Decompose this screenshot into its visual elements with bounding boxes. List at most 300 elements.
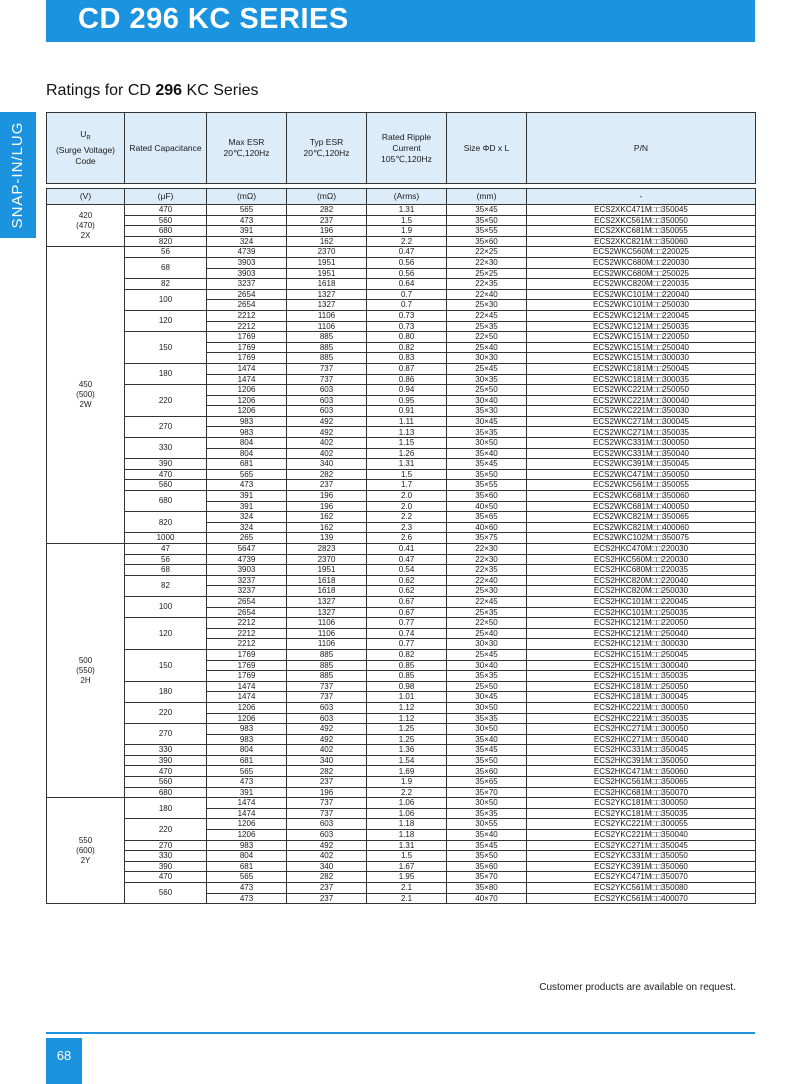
- size-cell: 30×45: [447, 416, 527, 427]
- typ-esr-cell: 162: [287, 236, 367, 247]
- ripple-cell: 1.25: [367, 724, 447, 735]
- voltage-line: (470): [76, 220, 95, 230]
- size-cell: 35×55: [447, 480, 527, 491]
- part-number-cell: ECS2WKC101M□□220040: [527, 289, 756, 300]
- capacitance-cell: 180: [125, 363, 207, 384]
- capacitance-cell: 820: [125, 512, 207, 533]
- part-number-cell: ECS2HKC181M□□300045: [527, 692, 756, 703]
- part-number-cell: ECS2WKC271M□□350035: [527, 427, 756, 438]
- max-esr-cell: 3903: [207, 565, 287, 576]
- part-number-cell: ECS2YKC471M□□350070: [527, 872, 756, 883]
- capacitance-cell: 220: [125, 702, 207, 723]
- size-cell: 30×40: [447, 395, 527, 406]
- table-row: [47, 755, 756, 766]
- unit-cell: (μF): [125, 189, 207, 205]
- ripple-cell: 1.18: [367, 830, 447, 841]
- part-number-cell: ECS2HKC820M□□250030: [527, 586, 756, 597]
- voltage-cell: [47, 205, 125, 247]
- typ-esr-cell: 603: [287, 406, 367, 417]
- part-number-cell: ECS2YKC181M□□300050: [527, 798, 756, 809]
- size-cell: 30×50: [447, 438, 527, 449]
- table-row: [47, 416, 756, 427]
- part-number-cell: ECS2WKC181M□□300035: [527, 374, 756, 385]
- max-esr-cell: 681: [207, 459, 287, 470]
- typ-esr-cell: 885: [287, 660, 367, 671]
- ripple-cell: 1.5: [367, 851, 447, 862]
- size-cell: 40×70: [447, 893, 527, 904]
- ripple-cell: 2.0: [367, 501, 447, 512]
- size-cell: 35×50: [447, 755, 527, 766]
- max-esr-cell: 391: [207, 491, 287, 502]
- typ-esr-cell: 2370: [287, 554, 367, 565]
- max-esr-cell: 1474: [207, 692, 287, 703]
- capacitance-cell: 120: [125, 618, 207, 650]
- caption-series-number: 296: [155, 82, 183, 99]
- size-cell: 35×35: [447, 671, 527, 682]
- max-esr-cell: 3903: [207, 257, 287, 268]
- size-cell: 35×50: [447, 851, 527, 862]
- capacitance-cell: 560: [125, 777, 207, 788]
- typ-esr-cell: 885: [287, 353, 367, 364]
- part-number-cell: ECS2WKC331M□□350040: [527, 448, 756, 459]
- size-cell: 40×50: [447, 501, 527, 512]
- part-number-cell: ECS2HKC561M□□350065: [527, 777, 756, 788]
- ripple-cell: 0.67: [367, 596, 447, 607]
- part-number-cell: ECS2HKC471M□□350060: [527, 766, 756, 777]
- header-size: Size ΦD x L: [447, 113, 527, 184]
- part-number-cell: ECS2WKC680M□□250025: [527, 268, 756, 279]
- capacitance-cell: 68: [125, 565, 207, 576]
- ripple-cell: 1.7: [367, 480, 447, 491]
- typ-esr-cell: 2823: [287, 544, 367, 555]
- max-esr-cell: 1206: [207, 830, 287, 841]
- table-row: [47, 459, 756, 470]
- capacitance-cell: 680: [125, 491, 207, 512]
- table-row: [47, 363, 756, 374]
- typ-esr-cell: 492: [287, 427, 367, 438]
- size-cell: 30×55: [447, 819, 527, 830]
- capacitance-cell: 120: [125, 310, 207, 331]
- header-row: [47, 113, 756, 184]
- size-cell: 25×30: [447, 586, 527, 597]
- ripple-cell: 0.74: [367, 628, 447, 639]
- table-row: [47, 787, 756, 798]
- ripple-cell: 0.73: [367, 321, 447, 332]
- typ-esr-cell: 885: [287, 332, 367, 343]
- table-row: [47, 480, 756, 491]
- size-cell: 22×35: [447, 279, 527, 290]
- table-row: [47, 883, 756, 894]
- typ-esr-cell: 1951: [287, 257, 367, 268]
- part-number-cell: ECS2WKC820M□□220035: [527, 279, 756, 290]
- typ-esr-cell: 603: [287, 395, 367, 406]
- voltage-line: 2Y: [80, 855, 91, 865]
- table-row: [47, 438, 756, 449]
- part-number-cell: ECS2HKC121M□□220050: [527, 618, 756, 629]
- table-row: [47, 554, 756, 565]
- size-cell: 35×65: [447, 777, 527, 788]
- header-pn: P/N: [527, 113, 756, 184]
- max-esr-cell: 1769: [207, 342, 287, 353]
- typ-esr-cell: 1618: [287, 586, 367, 597]
- typ-esr-cell: 737: [287, 681, 367, 692]
- capacitance-cell: 470: [125, 872, 207, 883]
- max-esr-cell: 804: [207, 745, 287, 756]
- typ-esr-cell: 402: [287, 448, 367, 459]
- part-number-cell: ECS2WKC821M□□400060: [527, 522, 756, 533]
- size-cell: 22×50: [447, 332, 527, 343]
- ripple-cell: 0.77: [367, 618, 447, 629]
- max-esr-cell: 324: [207, 512, 287, 523]
- ripple-cell: 1.18: [367, 819, 447, 830]
- part-number-cell: ECS2WKC221M□□250050: [527, 385, 756, 396]
- unit-cell: (V): [47, 189, 125, 205]
- capacitance-cell: 330: [125, 851, 207, 862]
- part-number-cell: ECS2HKC820M□□220040: [527, 575, 756, 586]
- part-number-cell: ECS2HKC151M□□350035: [527, 671, 756, 682]
- part-number-cell: ECS2YKC561M□□400070: [527, 893, 756, 904]
- typ-esr-cell: 139: [287, 533, 367, 544]
- size-cell: 35×55: [447, 226, 527, 237]
- ripple-cell: 1.31: [367, 205, 447, 216]
- max-esr-cell: 2212: [207, 628, 287, 639]
- max-esr-cell: 2212: [207, 310, 287, 321]
- voltage-line: 2X: [80, 230, 91, 240]
- voltage-cell: [47, 798, 125, 904]
- unit-cell: (mΩ): [287, 189, 367, 205]
- typ-esr-cell: 1327: [287, 300, 367, 311]
- part-number-cell: ECS2WKC561M□□350055: [527, 480, 756, 491]
- size-cell: 35×35: [447, 808, 527, 819]
- capacitance-cell: 68: [125, 257, 207, 278]
- size-cell: 35×60: [447, 766, 527, 777]
- part-number-cell: ECS2HKC221M□□300050: [527, 702, 756, 713]
- ripple-cell: 1.95: [367, 872, 447, 883]
- size-cell: 22×50: [447, 618, 527, 629]
- typ-esr-cell: 492: [287, 734, 367, 745]
- size-cell: 35×40: [447, 448, 527, 459]
- part-number-cell: ECS2WKC102M□□350075: [527, 533, 756, 544]
- capacitance-cell: 100: [125, 289, 207, 310]
- max-esr-cell: 1206: [207, 819, 287, 830]
- capacitance-cell: 680: [125, 787, 207, 798]
- size-cell: 40×60: [447, 522, 527, 533]
- page-title: CD 296 KC SERIES: [78, 3, 349, 35]
- ripple-cell: 0.87: [367, 363, 447, 374]
- table-row: [47, 777, 756, 788]
- ripple-cell: 0.47: [367, 554, 447, 565]
- size-cell: 35×45: [447, 205, 527, 216]
- capacitance-cell: 330: [125, 438, 207, 459]
- voltage-line: 420: [78, 210, 93, 220]
- size-cell: 25×35: [447, 607, 527, 618]
- max-esr-cell: 1769: [207, 649, 287, 660]
- size-cell: 35×50: [447, 215, 527, 226]
- table-row: [47, 332, 756, 343]
- ripple-cell: 0.7: [367, 289, 447, 300]
- size-cell: 22×40: [447, 289, 527, 300]
- typ-esr-cell: 1106: [287, 639, 367, 650]
- ripple-cell: 0.82: [367, 649, 447, 660]
- header-max-esr: Max ESR 20℃,120Hz: [207, 113, 287, 184]
- size-cell: 25×45: [447, 649, 527, 660]
- capacitance-cell: 470: [125, 766, 207, 777]
- max-esr-cell: 391: [207, 787, 287, 798]
- voltage-cell: [47, 544, 125, 798]
- ripple-cell: 2.2: [367, 787, 447, 798]
- capacitance-cell: 56: [125, 554, 207, 565]
- typ-esr-cell: 402: [287, 438, 367, 449]
- table-row: [47, 491, 756, 502]
- size-cell: 35×70: [447, 872, 527, 883]
- typ-esr-cell: 282: [287, 872, 367, 883]
- ripple-cell: 0.62: [367, 586, 447, 597]
- size-cell: 22×45: [447, 596, 527, 607]
- capacitance-cell: 390: [125, 861, 207, 872]
- part-number-cell: ECS2WKC471M□□350050: [527, 469, 756, 480]
- part-number-cell: ECS2WKC101M□□250030: [527, 300, 756, 311]
- max-esr-cell: 681: [207, 755, 287, 766]
- max-esr-cell: 804: [207, 438, 287, 449]
- size-cell: 30×50: [447, 724, 527, 735]
- table-row: [47, 840, 756, 851]
- typ-esr-cell: 196: [287, 787, 367, 798]
- max-esr-cell: 681: [207, 861, 287, 872]
- typ-esr-cell: 196: [287, 501, 367, 512]
- table-row: [47, 236, 756, 247]
- size-cell: 30×30: [447, 639, 527, 650]
- size-cell: 25×40: [447, 628, 527, 639]
- voltage-line: 550: [78, 835, 93, 845]
- max-esr-cell: 391: [207, 501, 287, 512]
- size-cell: 30×50: [447, 798, 527, 809]
- part-number-cell: ECS2WKC331M□□300050: [527, 438, 756, 449]
- part-number-cell: ECS2WKC680M□□220030: [527, 257, 756, 268]
- max-esr-cell: 565: [207, 766, 287, 777]
- max-esr-cell: 804: [207, 851, 287, 862]
- part-number-cell: ECS2HKC681M□□350070: [527, 787, 756, 798]
- ripple-cell: 1.06: [367, 798, 447, 809]
- voltage-line: 2H: [80, 675, 91, 685]
- table-row: [47, 215, 756, 226]
- part-number-cell: ECS2WKC221M□□350030: [527, 406, 756, 417]
- max-esr-cell: 3903: [207, 268, 287, 279]
- table-row: [47, 724, 756, 735]
- typ-esr-cell: 402: [287, 745, 367, 756]
- size-cell: 22×45: [447, 310, 527, 321]
- part-number-cell: ECS2HKC391M□□350050: [527, 755, 756, 766]
- typ-esr-cell: 340: [287, 755, 367, 766]
- typ-esr-cell: 492: [287, 416, 367, 427]
- footnote: Customer products are available on request.: [539, 982, 736, 993]
- table-row: [47, 565, 756, 576]
- typ-esr-cell: 1327: [287, 289, 367, 300]
- ripple-cell: 1.5: [367, 215, 447, 226]
- capacitance-cell: 270: [125, 416, 207, 437]
- voltage-cell: [47, 247, 125, 544]
- part-number-cell: ECS2HKC121M□□250040: [527, 628, 756, 639]
- max-esr-cell: 983: [207, 724, 287, 735]
- capacitance-cell: 680: [125, 226, 207, 237]
- typ-esr-cell: 737: [287, 692, 367, 703]
- size-cell: 25×35: [447, 321, 527, 332]
- part-number-cell: ECS2WKC821M□□350065: [527, 512, 756, 523]
- capacitance-cell: 270: [125, 840, 207, 851]
- typ-esr-cell: 162: [287, 512, 367, 523]
- size-cell: 22×30: [447, 544, 527, 555]
- max-esr-cell: 983: [207, 416, 287, 427]
- max-esr-cell: 565: [207, 872, 287, 883]
- table-row: [47, 469, 756, 480]
- voltage-line: (600): [76, 845, 95, 855]
- page-number: 68: [56, 1048, 72, 1063]
- ripple-cell: 0.82: [367, 342, 447, 353]
- part-number-cell: ECS2HKC121M□□300030: [527, 639, 756, 650]
- typ-esr-cell: 1106: [287, 321, 367, 332]
- table-row: [47, 289, 756, 300]
- ripple-cell: 0.56: [367, 257, 447, 268]
- table-row: [47, 226, 756, 237]
- max-esr-cell: 1769: [207, 332, 287, 343]
- ratings-body: [47, 205, 756, 904]
- max-esr-cell: 1474: [207, 374, 287, 385]
- part-number-cell: ECS2WKC560M□□220025: [527, 247, 756, 258]
- header-capacitance: Rated Capacitance: [125, 113, 207, 184]
- table-row: [47, 544, 756, 555]
- ripple-cell: 1.36: [367, 745, 447, 756]
- typ-esr-cell: 402: [287, 851, 367, 862]
- part-number-cell: ECS2YKC561M□□350080: [527, 883, 756, 894]
- ripple-cell: 0.62: [367, 575, 447, 586]
- size-cell: 35×40: [447, 734, 527, 745]
- header-ripple: Rated Ripple Current 105℃,120Hz: [367, 113, 447, 184]
- table-row: [47, 681, 756, 692]
- ripple-cell: 0.80: [367, 332, 447, 343]
- max-esr-cell: 1769: [207, 660, 287, 671]
- ripple-cell: 2.3: [367, 522, 447, 533]
- capacitance-cell: 47: [125, 544, 207, 555]
- typ-esr-cell: 1106: [287, 628, 367, 639]
- ripple-cell: 1.12: [367, 702, 447, 713]
- size-cell: 35×60: [447, 236, 527, 247]
- typ-esr-cell: 282: [287, 766, 367, 777]
- voltage-line: 450: [78, 380, 93, 390]
- table-row: [47, 702, 756, 713]
- size-cell: 35×70: [447, 787, 527, 798]
- voltage-line: 2W: [79, 400, 92, 410]
- ripple-cell: 2.6: [367, 533, 447, 544]
- ripple-cell: 0.73: [367, 310, 447, 321]
- size-cell: 22×35: [447, 565, 527, 576]
- max-esr-cell: 3237: [207, 279, 287, 290]
- unit-cell: (Arms): [367, 189, 447, 205]
- size-cell: 35×45: [447, 840, 527, 851]
- part-number-cell: ECS2YKC181M□□350035: [527, 808, 756, 819]
- typ-esr-cell: 196: [287, 226, 367, 237]
- page-number-box: [46, 1038, 82, 1084]
- typ-esr-cell: 885: [287, 671, 367, 682]
- capacitance-cell: 470: [125, 205, 207, 216]
- size-cell: 30×45: [447, 692, 527, 703]
- typ-esr-cell: 282: [287, 205, 367, 216]
- part-number-cell: ECS2XKC561M□□350050: [527, 215, 756, 226]
- part-number-cell: ECS2WKC121M□□220045: [527, 310, 756, 321]
- size-cell: 30×30: [447, 353, 527, 364]
- capacitance-cell: 82: [125, 575, 207, 596]
- ripple-cell: 1.15: [367, 438, 447, 449]
- ripple-cell: 1.54: [367, 755, 447, 766]
- max-esr-cell: 473: [207, 215, 287, 226]
- part-number-cell: ECS2WKC151M□□220050: [527, 332, 756, 343]
- table-row: [47, 745, 756, 756]
- ripple-cell: 2.2: [367, 512, 447, 523]
- capacitance-cell: 390: [125, 755, 207, 766]
- size-cell: 30×50: [447, 702, 527, 713]
- ripple-cell: 0.54: [367, 565, 447, 576]
- size-cell: 35×65: [447, 512, 527, 523]
- part-number-cell: ECS2HKC181M□□250050: [527, 681, 756, 692]
- typ-esr-cell: 1618: [287, 279, 367, 290]
- max-esr-cell: 5647: [207, 544, 287, 555]
- max-esr-cell: 391: [207, 226, 287, 237]
- table-row: [47, 385, 756, 396]
- table-row: [47, 596, 756, 607]
- part-number-cell: ECS2YKC221M□□350040: [527, 830, 756, 841]
- max-esr-cell: 2212: [207, 618, 287, 629]
- max-esr-cell: 2654: [207, 300, 287, 311]
- table-caption: [46, 82, 259, 100]
- ripple-cell: 1.69: [367, 766, 447, 777]
- typ-esr-cell: 1618: [287, 575, 367, 586]
- ripple-cell: 0.41: [367, 544, 447, 555]
- caption-prefix: Ratings for CD: [46, 82, 156, 99]
- capacitance-cell: 180: [125, 798, 207, 819]
- ripple-cell: 2.1: [367, 883, 447, 894]
- typ-esr-cell: 237: [287, 893, 367, 904]
- typ-esr-cell: 603: [287, 713, 367, 724]
- max-esr-cell: 3237: [207, 575, 287, 586]
- max-esr-cell: 2654: [207, 289, 287, 300]
- capacitance-cell: 270: [125, 724, 207, 745]
- table-row: [47, 819, 756, 830]
- max-esr-cell: 1769: [207, 671, 287, 682]
- ripple-cell: 0.94: [367, 385, 447, 396]
- part-number-cell: ECS2HKC221M□□350035: [527, 713, 756, 724]
- table-row: [47, 310, 756, 321]
- max-esr-cell: 565: [207, 205, 287, 216]
- header-voltage: $U_R$ (Surge Voltage) Code: [47, 113, 125, 184]
- capacitance-cell: 560: [125, 883, 207, 904]
- typ-esr-cell: 885: [287, 649, 367, 660]
- ripple-cell: 0.47: [367, 247, 447, 258]
- typ-esr-cell: 340: [287, 861, 367, 872]
- typ-esr-cell: 282: [287, 469, 367, 480]
- part-number-cell: ECS2YKC221M□□300055: [527, 819, 756, 830]
- max-esr-cell: 983: [207, 840, 287, 851]
- typ-esr-cell: 1106: [287, 310, 367, 321]
- part-number-cell: ECS2XKC471M□□350045: [527, 205, 756, 216]
- header-typ-esr: Typ ESR 20℃,120Hz: [287, 113, 367, 184]
- max-esr-cell: 4739: [207, 247, 287, 258]
- typ-esr-cell: 237: [287, 480, 367, 491]
- typ-esr-cell: 196: [287, 491, 367, 502]
- part-number-cell: ECS2HKC151M□□300040: [527, 660, 756, 671]
- max-esr-cell: 1206: [207, 385, 287, 396]
- capacitance-cell: 150: [125, 649, 207, 681]
- table-row: [47, 872, 756, 883]
- typ-esr-cell: 885: [287, 342, 367, 353]
- size-cell: 22×30: [447, 257, 527, 268]
